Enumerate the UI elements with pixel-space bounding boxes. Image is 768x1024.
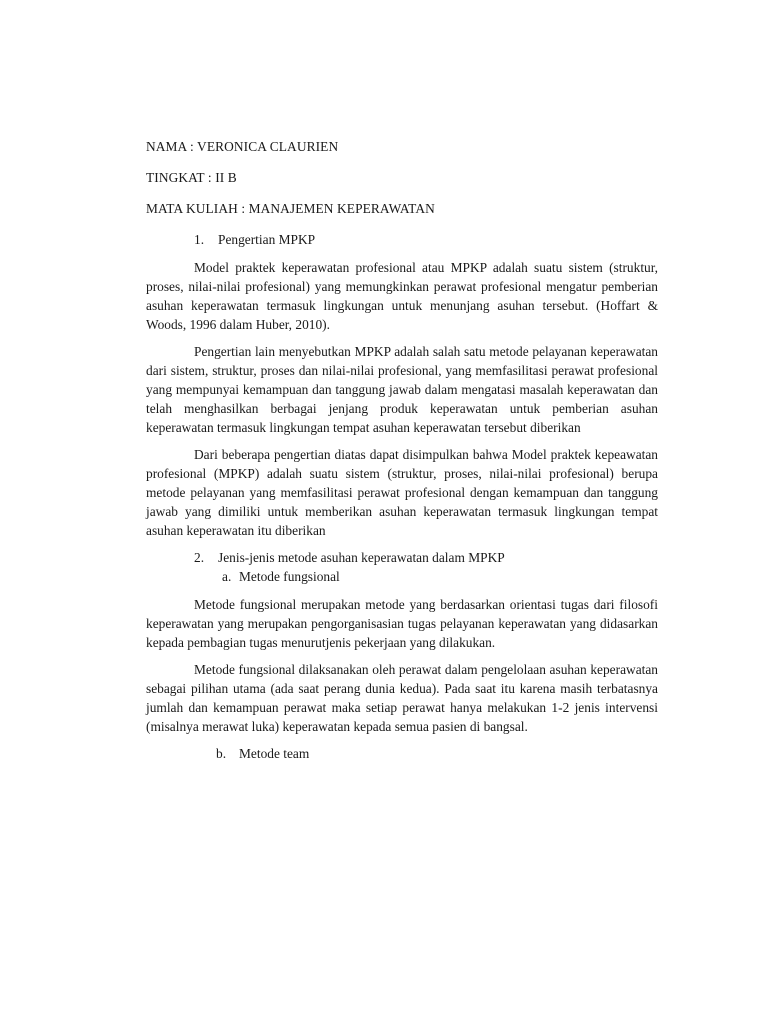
subsection-a-letter: a. (222, 569, 232, 584)
section-1-heading (146, 230, 658, 249)
student-name: NAMA : VERONICA CLAURIEN (146, 139, 339, 154)
section-1-title: Pengertian MPKP (218, 232, 316, 247)
subsection-a-heading (146, 567, 658, 586)
document-body (146, 137, 658, 763)
section-2-title: Jenis-jenis metode asuhan keperawatan dalam MPKP (218, 550, 505, 565)
section-2-heading (146, 548, 658, 567)
student-level: TINGKAT : II B (146, 170, 237, 185)
paragraph-mpkp-definition: Model praktek keperawatan profesional atau MPKP adalah suatu sistem (struktur, proses, nilai-nilai profesional) yang memungkinkan perawat profesional mengatur pemberian asuhan keperawatan termasuk lingkungan untuk menunjang asuhan tersebut. (Hoffart & Woods, 1996 dalam Huber, 2010). (146, 260, 658, 332)
subsection-a-title: Metode fungsional (239, 569, 340, 584)
paragraph-mpkp-conclusion: Dari beberapa pengertian diatas dapat disimpulkan bahwa Model praktek kepeawatan profesional (MPKP) adalah suatu sistem (struktur, proses, nilai-nilai profesional) berupa metode pelayanan yang memfasilitasi perawat profesional dengan kemampuan dan tanggung jawab yang dimiliki untuk memberikan asuhan keperawatan termasuk lingkungan tempat asuhan keperawatan itu diberikan (146, 447, 658, 538)
subsection-b-letter: b. (216, 746, 227, 761)
section-1-number: 1. (194, 232, 205, 247)
section-2-number: 2. (194, 550, 205, 565)
paragraph-mpkp-alt-definition: Pengertian lain menyebutkan MPKP adalah salah satu metode pelayanan keperawatan dari sistem, struktur, proses dan nilai-nilai profesional, yang memfasilitasi perawat profesional yang mempunyai kemampuan dan tanggung jawab dalam mengatasi masalah keperawatan dan telah menghasilkan berbagai jenjang produk keperawatan untuk pemberian asuhan keperawatan termasuk lingkungan tempat asuhan keperawatan tersebut diberikan (146, 344, 658, 435)
subsection-b-title: Metode team (239, 746, 310, 761)
course-name: MATA KULIAH : MANAJEMEN KEPERAWATAN (146, 201, 435, 216)
subsection-b-heading (146, 744, 658, 763)
paragraph-functional-implementation: Metode fungsional dilaksanakan oleh perawat dalam pengelolaan asuhan keperawatan sebagai pilihan utama (ada saat perang dunia kedua). Pada saat itu karena masih terbatasnya jumlah dan kemampuan perawat maka setiap perawat hanya melakukan 1-2 jenis intervensi (misalnya merawat luka) keperawatan kepada semua pasien di bangsal. (146, 662, 658, 734)
paragraph-functional-method: Metode fungsional merupakan metode yang berdasarkan orientasi tugas dari filosofi keperawatan yang merupakan pengorganisasian tugas pelayanan keperawatan yang didasarkan kepada pembagian tugas menurutjenis pekerjaan yang dilakukan. (146, 597, 658, 650)
